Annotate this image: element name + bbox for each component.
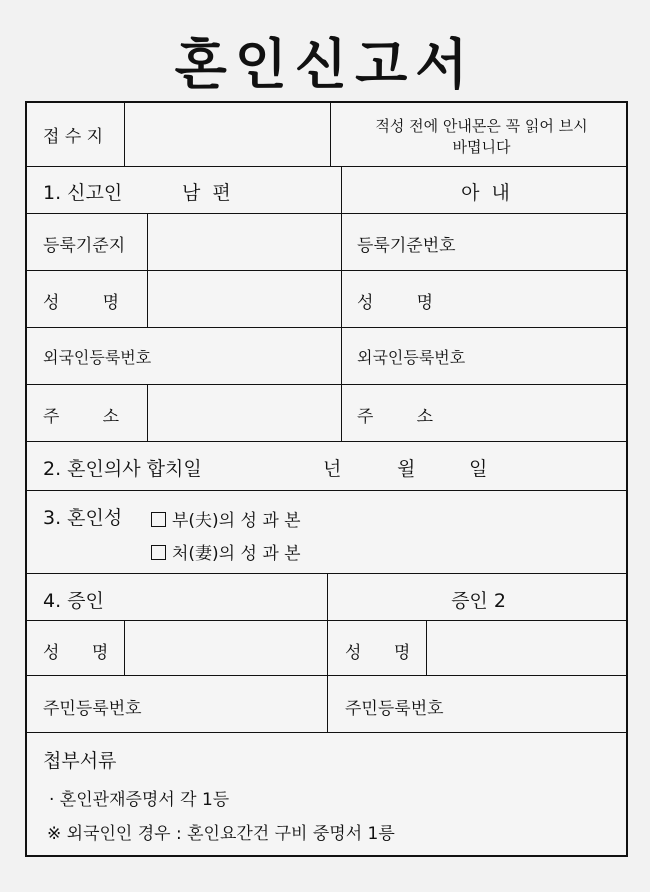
row-divider: [27, 270, 626, 271]
row-divider: [27, 327, 626, 328]
husband-foreigner-id-label: 외국인등룩번호: [43, 348, 152, 367]
witness2-name-label: 성 명: [345, 643, 411, 663]
year-label: 넌: [323, 458, 342, 480]
witness1-name-label: 성 명: [43, 643, 109, 663]
wife-header: 아 내: [461, 182, 510, 204]
surname-option-mother[interactable]: [151, 539, 301, 564]
section4-label: 4. 증인: [43, 590, 104, 612]
section2-label: 2. 혼인의사 합치일: [43, 458, 202, 480]
month-label: 윌: [397, 458, 416, 480]
page-title: 혼인신고서: [174, 33, 476, 96]
column-divider: [426, 620, 427, 675]
wife-foreigner-id-label: 외국인등룩번호: [357, 348, 466, 367]
row-divider: [27, 213, 626, 214]
wife-registration-base-label: 등룩기준번호: [357, 236, 456, 256]
row-divider: [27, 490, 626, 491]
row-divider: [27, 732, 626, 733]
husband-name-label: 성 명: [43, 293, 120, 313]
receipt-label: 접 수 지: [43, 127, 104, 147]
husband-header: 남 편: [182, 182, 231, 204]
section1-label: 1. 신고인: [43, 182, 123, 204]
column-divider: [341, 166, 342, 441]
checkbox[interactable]: [151, 545, 166, 560]
husband-registration-base-label: 등룩기준지: [43, 236, 126, 256]
option-label: 부(夫)의 성 과 본: [172, 511, 301, 531]
row-divider: [27, 384, 626, 385]
checkbox[interactable]: [151, 512, 166, 527]
guide-notice-line: 적성 전에 안내몬은 꼭 읽어 브시: [375, 117, 588, 135]
surname-option-father[interactable]: [151, 506, 301, 531]
column-divider: [147, 270, 148, 327]
witness1-id-label: 주민등룩번호: [43, 699, 142, 719]
attachment-item: · 혼인관재증명서 각 1등: [49, 790, 230, 810]
wife-name-label: 성 명: [357, 293, 434, 313]
column-divider: [147, 213, 148, 270]
section3-label: 3. 혼인성: [43, 507, 123, 529]
column-divider: [147, 384, 148, 441]
option-label: 처(妻)의 성 과 본: [172, 544, 301, 564]
attachment-note: ※ 외국인인 경우 : 혼인요간건 구비 중명서 1릉: [47, 824, 395, 844]
day-label: 일: [469, 458, 488, 480]
husband-address-label: 주 소: [43, 407, 120, 427]
column-divider: [330, 103, 331, 166]
marriage-registration-form: [25, 101, 628, 857]
wife-address-label: 주 소: [357, 407, 434, 427]
witness2-id-label: 주민등룩번호: [345, 699, 444, 719]
witness2-header: 증인 2: [451, 590, 506, 612]
row-divider: [27, 166, 626, 167]
column-divider: [124, 620, 125, 675]
guide-notice: [333, 116, 630, 158]
row-divider: [27, 441, 626, 442]
attachments-title: 첩부서류: [43, 750, 117, 772]
guide-notice-line: 바몁니다: [452, 138, 511, 156]
column-divider: [124, 103, 125, 166]
